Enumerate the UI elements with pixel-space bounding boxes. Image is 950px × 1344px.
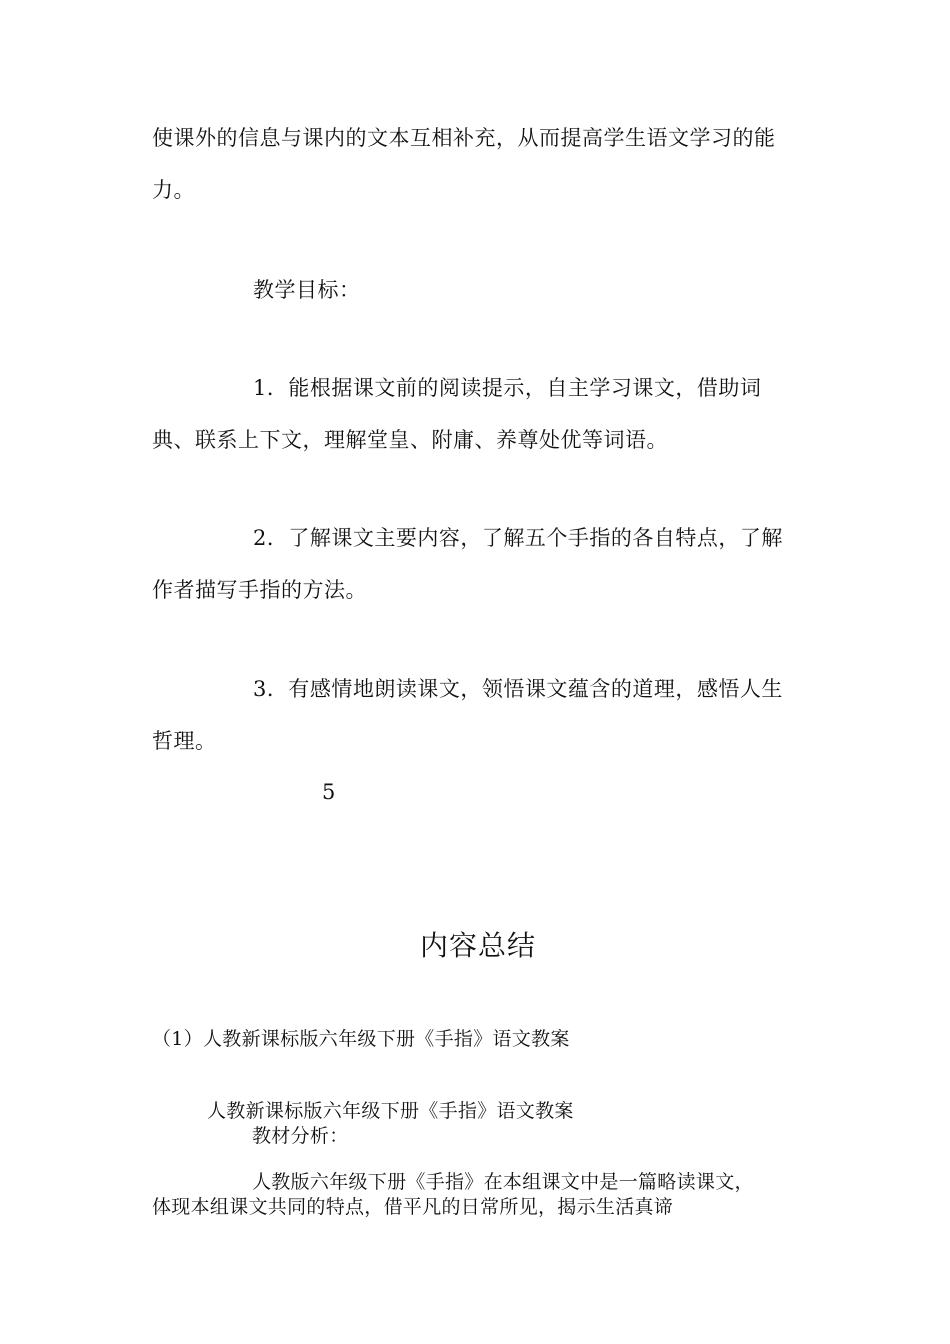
goal-1-line-1: 1．能根据课文前的阅读提示，自主学习课文，借助词	[253, 376, 762, 400]
analysis-line-1: 人教版六年级下册《手指》在本组课文中是一篇略读课文，	[252, 1171, 754, 1193]
analysis-heading: 教材分析：	[252, 1125, 349, 1147]
goal-3-line-2: 哲理。	[152, 729, 217, 753]
lesson-plan-title: 人教新课标版六年级下册《手指》语文教案	[207, 1100, 574, 1122]
summary-item-1: （1）人教新课标版六年级下册《手指》语文教案	[152, 1028, 570, 1050]
analysis-line-2: 体现本组课文共同的特点，借平凡的日常所见，揭示生活真谛	[152, 1196, 674, 1218]
goal-2-line-2: 作者描写手指的方法。	[152, 578, 367, 602]
goal-3-line-1: 3．有感情地朗读课文，领悟课文蕴含的道理，感悟人生	[253, 677, 783, 701]
teaching-goals-heading: 教学目标：	[253, 278, 361, 302]
page-number: 5	[322, 780, 336, 804]
goal-1-line-2: 典、联系上下文，理解堂皇、附庸、养尊处优等词语。	[152, 428, 668, 452]
paragraph-continuation-line-1: 使课外的信息与课内的文本互相补充，从而提高学生语文学习的能	[152, 126, 776, 150]
summary-title: 内容总结	[420, 929, 537, 962]
paragraph-continuation-line-2: 力。	[152, 178, 195, 202]
goal-2-line-1: 2．了解课文主要内容，了解五个手指的各自特点，了解	[253, 526, 783, 550]
